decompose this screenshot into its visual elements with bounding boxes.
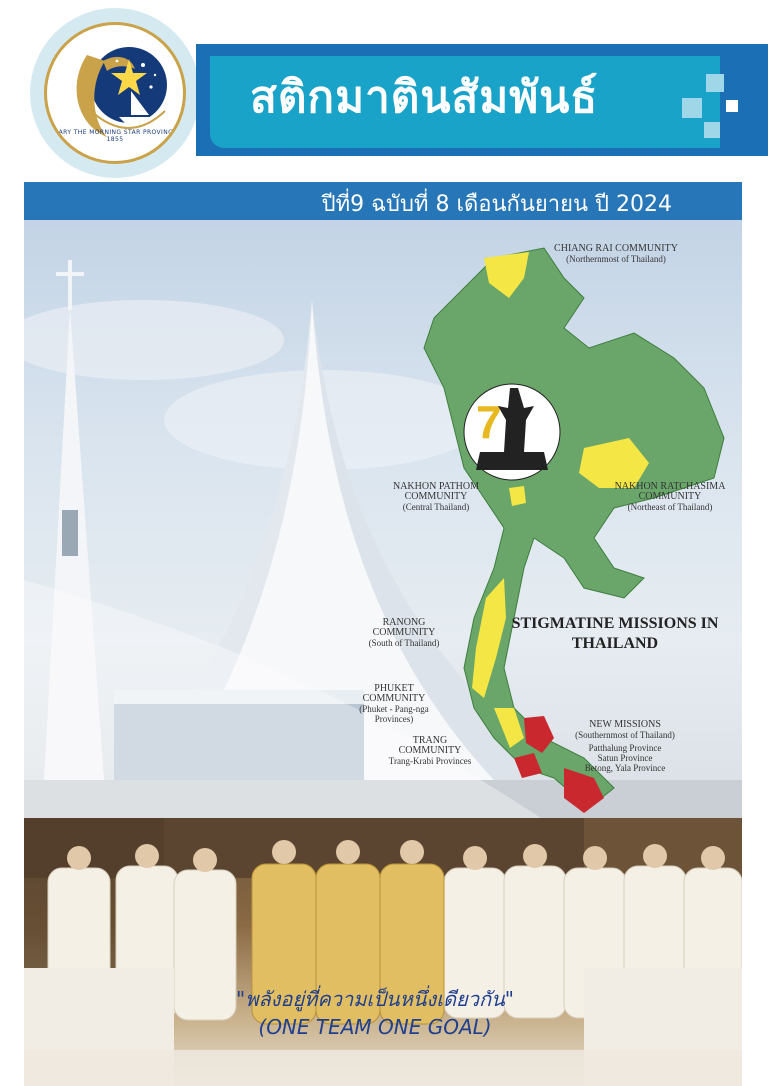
nakhon-pathom-region — [509, 486, 526, 506]
label-trang — [388, 736, 472, 766]
motto — [160, 985, 590, 1041]
label-chiang-rai — [542, 244, 690, 264]
label-new-missions — [560, 720, 690, 773]
label-nakhon-pathom — [380, 482, 492, 512]
community-name: NAKHON RATCHASIMA COMMUNITY — [614, 481, 726, 502]
province: Satun Province — [597, 753, 653, 763]
community-name: CHIANG RAI COMMUNITY — [554, 243, 678, 254]
community-sub: (Northeast of Thailand) — [627, 502, 713, 512]
svg-text:7: 7 — [476, 396, 502, 448]
newsletter-title: สติกมาตินสัมพันธ์ — [250, 72, 599, 123]
new-missions-title: NEW MISSIONS — [589, 719, 661, 730]
group-photo — [24, 818, 742, 1086]
priests-group-image — [24, 818, 742, 1086]
province: Patthalung Province — [588, 743, 662, 753]
new-missions-sub: (Southernmost of Thailand) — [575, 730, 675, 740]
community-sub: (South of Thailand) — [368, 638, 440, 648]
province: Betong, Yala Province — [584, 763, 666, 773]
label-nakhon-ratchasima — [600, 482, 740, 512]
decor-square — [706, 74, 724, 92]
logo-caption: MARY THE MORNING STAR PROVINCE 1855 — [53, 129, 177, 143]
community-sub: Trang-Krabi Provinces — [388, 756, 472, 766]
issue-line: ปีที่9 ฉบับที่ 8 เดือนกันยายน ปี 2024 — [321, 192, 672, 217]
community-sub: (Northernmost of Thailand) — [566, 254, 666, 264]
community-name: PHUKET COMMUNITY — [362, 683, 426, 704]
map-heading: STIGMATINE MISSIONS IN THAILAND — [511, 615, 719, 652]
community-sub: (Phuket - Pang-nga Provinces) — [359, 704, 429, 724]
label-phuket — [344, 684, 444, 724]
community-name: RANONG COMMUNITY — [372, 617, 436, 638]
decor-square — [682, 98, 702, 118]
motto-thai: "พลังอยู่ที่ความเป็นหนึ่งเดียวกัน" — [236, 987, 514, 1011]
community-name: NAKHON PATHOM COMMUNITY — [392, 481, 480, 502]
province-logo — [44, 22, 186, 164]
community-sub: (Central Thailand) — [402, 502, 470, 512]
label-ranong — [354, 618, 454, 648]
decor-square — [726, 100, 738, 112]
decor-square — [704, 122, 720, 138]
community-name: TRANG COMMUNITY — [398, 735, 462, 756]
motto-english: (ONE TEAM ONE GOAL) — [258, 1015, 492, 1039]
church-map-illustration — [24, 220, 742, 820]
